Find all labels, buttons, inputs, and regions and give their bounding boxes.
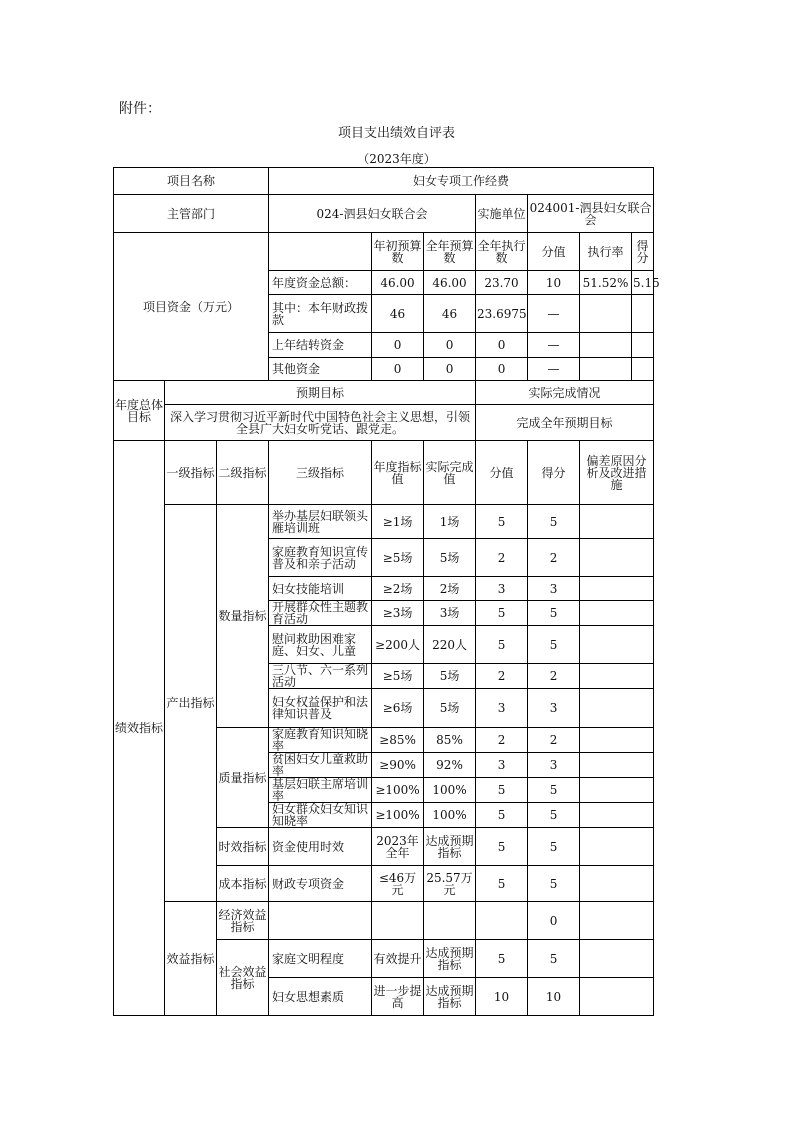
indicator-actual: 达成预期指标 [424,978,476,1016]
indicator-target: ≥5场 [372,539,424,577]
indicator-got: 5 [528,866,580,902]
indicator-target [372,902,424,940]
indicator-got: 3 [528,753,580,778]
indicator-name [269,902,372,940]
indicator-got: 3 [528,689,580,728]
indicator-note [580,866,654,902]
indicator-actual: 220人 [424,626,476,664]
dept-value: 024-泗县妇女联合会 [269,195,476,233]
indicator-note [580,689,654,728]
indicator-target: 有效提升 [372,940,424,978]
funds-cell: 0 [476,358,528,381]
dept-label: 主管部门 [114,195,269,233]
indicator-target: ≥2场 [372,577,424,601]
funds-cell: 0 [424,333,476,358]
funds-cell: 46.00 [424,271,476,295]
page-subtitle: （2023年度） [357,152,436,166]
indicator-name: 开展群众性主题教育活动 [269,601,372,626]
funds-cell [580,358,632,381]
expected-goal: 深入学习贯彻习近平新时代中国特色社会主义思想，引领全县广大妇女听党话、跟党走。 [165,405,476,441]
actual-header: 实际完成情况 [476,381,654,405]
indicator-actual: 25.57万元 [424,866,476,902]
indicator-actual: 100% [424,803,476,828]
indicator-name: 妇女群众妇女知识知晓率 [269,803,372,828]
indicator-got: 3 [528,577,580,601]
indicator-name: 妇女思想素质 [269,978,372,1016]
funds-header: 执行率 [580,233,632,271]
funds-cell: 51.52% [580,271,632,295]
indicator-header: 分值 [476,441,528,505]
indicator-note [580,577,654,601]
indicator-name: 资金使用时效 [269,828,372,866]
unit-label: 实施单位 [476,195,528,233]
funds-row-label: 其中：本年财政拨款 [269,295,372,333]
funds-cell: — [528,333,580,358]
funds-cell: 0 [372,333,424,358]
indicator-actual: 达成预期指标 [424,940,476,978]
indicator-score: 10 [476,978,528,1016]
funds-cell: 46 [424,295,476,333]
funds-row-label: 年度资金总额： [269,271,372,295]
funds-cell: 0 [424,358,476,381]
indicator-target: 进一步提高 [372,978,424,1016]
funds-header: 分值 [528,233,580,271]
indicator-actual: 1场 [424,505,476,539]
indicator-score: 5 [476,803,528,828]
indicator-note [580,902,654,940]
indicator-actual: 5场 [424,689,476,728]
actual-goal: 完成全年预期目标 [476,405,654,441]
indicator-target: ≥85% [372,728,424,753]
indicator-got: 10 [528,978,580,1016]
indicator-target: ≥5场 [372,664,424,689]
social-label: 社会效益指标 [217,940,269,1016]
funds-row-label: 其他资金 [269,358,372,381]
indicator-score: 3 [476,753,528,778]
quantity-label: 数量指标 [217,505,269,728]
indicator-score: 5 [476,940,528,978]
indicator-note [580,803,654,828]
indicator-name: 妇女权益保护和法律知识普及 [269,689,372,728]
indicator-note [580,626,654,664]
indicator-name: 妇女技能培训 [269,577,372,601]
indicator-note [580,601,654,626]
indicator-name: 举办基层妇联领头雁培训班 [269,505,372,539]
funds-cell [632,333,654,358]
funds-header: 全年执行数 [476,233,528,271]
indicator-score: 3 [476,577,528,601]
economic-label: 经济效益指标 [217,902,269,940]
indicator-score: 5 [476,828,528,866]
indicator-actual [424,902,476,940]
funds-cell [632,295,654,333]
indicator-got: 5 [528,803,580,828]
indicator-score: 2 [476,728,528,753]
indicator-target: ≥3场 [372,601,424,626]
indicator-score [476,902,528,940]
indicator-got: 5 [528,828,580,866]
indicator-target: 2023年全年 [372,828,424,866]
funds-cell [632,358,654,381]
attachment-label: 附件： [119,101,161,117]
funds-cell: 23.6975 [476,295,528,333]
indicator-score: 3 [476,689,528,728]
indicator-score: 2 [476,539,528,577]
indicator-name: 三八节、六一系列活动 [269,664,372,689]
indicator-got: 5 [528,626,580,664]
indicator-got: 5 [528,505,580,539]
evaluation-table [113,167,660,1016]
indicator-target: ≥1场 [372,505,424,539]
indicator-actual: 3场 [424,601,476,626]
indicator-actual: 100% [424,778,476,803]
indicator-note [580,978,654,1016]
indicator-score: 5 [476,505,528,539]
indicator-got: 2 [528,664,580,689]
indicator-score: 5 [476,601,528,626]
indicator-name: 财政专项资金 [269,866,372,902]
indicator-actual: 2场 [424,577,476,601]
page-title: 项目支出绩效自评表 [337,126,455,141]
indicator-actual: 92% [424,753,476,778]
indicator-target: ≥100% [372,803,424,828]
indicator-header: 年度指标值 [372,441,424,505]
indicator-got: 0 [528,902,580,940]
indicator-name: 家庭教育知识宣传普及和亲子活动 [269,539,372,577]
indicator-actual: 5场 [424,539,476,577]
indicator-name: 基层妇联主席培训率 [269,778,372,803]
timeliness-label: 时效指标 [217,828,269,866]
indicator-name: 家庭文明程度 [269,940,372,978]
funds-cell: 0 [476,333,528,358]
indicator-header: 二级指标 [217,441,269,505]
indicator-header: 一级指标 [165,441,217,505]
indicator-target: ≥90% [372,753,424,778]
indicator-target: ≥100% [372,778,424,803]
indicator-header: 偏差原因分析及改进措施 [580,441,654,505]
goals-label: 年度总体目标 [114,381,165,441]
indicator-note [580,828,654,866]
benefit-label: 效益指标 [165,902,217,1016]
funds-header: 得分 [632,233,654,271]
indicator-header: 三级指标 [269,441,372,505]
indicator-note [580,728,654,753]
indicator-note [580,664,654,689]
quality-label: 质量指标 [217,728,269,828]
project-name-value: 妇女专项工作经费 [269,168,654,195]
project-name-label: 项目名称 [114,168,269,195]
indicator-score: 5 [476,778,528,803]
indicator-target: ≥6场 [372,689,424,728]
indicator-actual: 达成预期指标 [424,828,476,866]
funds-header: 年初预算数 [372,233,424,271]
indicator-got: 5 [528,940,580,978]
funds-cell: 0 [372,358,424,381]
indicator-name: 慰问救助困难家庭、妇女、儿童 [269,626,372,664]
indicator-got: 2 [528,539,580,577]
indicator-score: 5 [476,626,528,664]
indicator-note [580,505,654,539]
indicator-target: ≥200人 [372,626,424,664]
indicator-note [580,778,654,803]
funds-cell: — [528,358,580,381]
indicator-got: 5 [528,601,580,626]
indicator-got: 5 [528,778,580,803]
expected-header: 预期目标 [165,381,476,405]
funds-cell: 10 [528,271,580,295]
indicator-note [580,940,654,978]
funds-label: 项目资金（万元） [114,233,269,381]
funds-cell: 46 [372,295,424,333]
funds-row-label: 上年结转资金 [269,333,372,358]
indicator-header: 实际完成值 [424,441,476,505]
funds-cell [580,333,632,358]
funds-cell: 46.00 [372,271,424,295]
funds-cell: 23.70 [476,271,528,295]
indicator-got: 2 [528,728,580,753]
unit-value: 024001-泗县妇女联合会 [528,195,654,233]
funds-header: 全年预算数 [424,233,476,271]
indicator-note [580,753,654,778]
indicator-target: ≤46万元 [372,866,424,902]
indicator-score: 5 [476,866,528,902]
indicator-score: 2 [476,664,528,689]
indicator-name: 家庭教育知识知晓率 [269,728,372,753]
indicator-note [580,539,654,577]
output-label: 产出指标 [165,505,217,902]
indicator-header: 得分 [528,441,580,505]
indicator-actual: 5场 [424,664,476,689]
indicator-actual: 85% [424,728,476,753]
funds-cell [580,295,632,333]
indicator-name: 贫困妇女儿童救助率 [269,753,372,778]
cost-label: 成本指标 [217,866,269,902]
funds-cell: 5.15 [632,271,654,295]
funds-cell: — [528,295,580,333]
indicators-label: 绩效指标 [114,441,165,1016]
